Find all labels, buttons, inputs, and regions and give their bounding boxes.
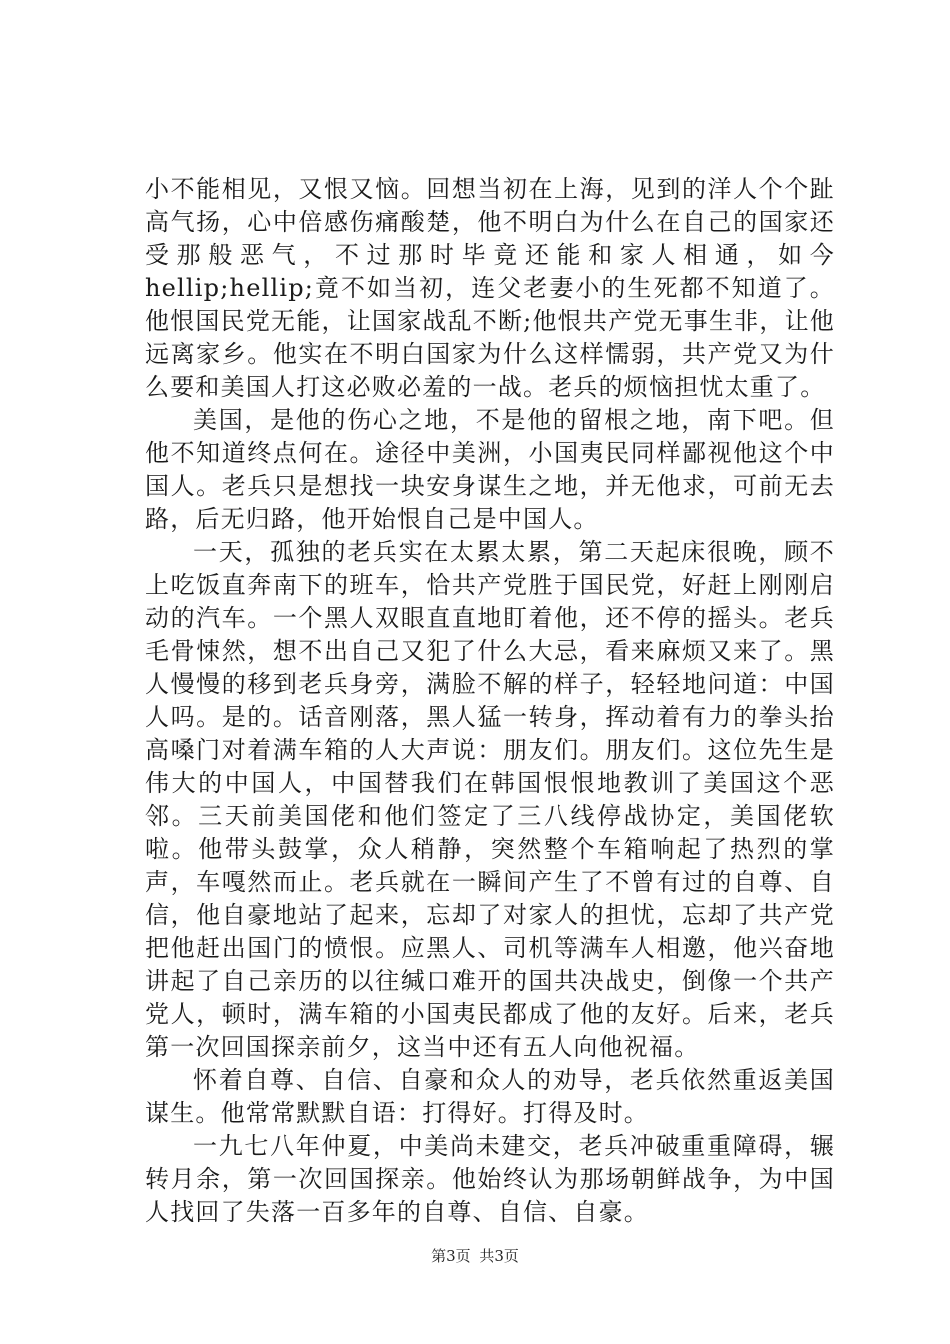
document-body: [145, 173, 835, 1229]
page-number: 第3页: [431, 1247, 471, 1265]
paragraph-5: 一九七八年仲夏，中美尚未建交，老兵冲破重重障碍，辗转月余，第一次回国探亲。他始终认为那场朝鲜战争，为中国人找回了失落一百多年的自尊、自信、自豪。: [145, 1132, 835, 1226]
page-footer: [0, 1245, 950, 1266]
paragraph-2: 美国，是他的伤心之地，不是他的留根之地，南下吧。但他不知道终点何在。途径中美洲，小国夷民同样鄙视他这个中国人。老兵只是想找一块安身谋生之地，并无他求，可前无去路，后无归路，他开始恨自己是中国人。: [145, 406, 835, 533]
page-total: 共3页: [479, 1247, 519, 1265]
paragraph-4: 怀着自尊、自信、自豪和众人的劝导，老兵依然重返美国谋生。他常常默默自语：打得好。打得及时。: [145, 1066, 835, 1127]
paragraph-1: 小不能相见，又恨又恼。回想当初在上海，见到的洋人个个趾高气扬，心中倍感伤痛酸楚，他不明白为什么在自己的国家还受那般恶气，不过那时毕竟还能和家人相通，如今hellip;hellip;竟不如当初，连父老妻小的生死都不知道了。他恨国民党无能，让国家战乱不断;他恨共产党无事生非，让他远离家乡。他实在不明白国家为什么这样懦弱，共产党又为什么要和美国人打这必败必羞的一战。老兵的烦恼担忧太重了。: [145, 175, 835, 401]
paragraph-3: 一天，孤独的老兵实在太累太累，第二天起床很晚，顾不上吃饭直奔南下的班车，恰共产党胜于国民党，好赶上刚刚启动的汽车。一个黑人双眼直直地盯着他，还不停的摇头。老兵毛骨悚然，想不出自己又犯了什么大忌，看来麻烦又来了。黑人慢慢的移到老兵身旁，满脸不解的样子，轻轻地问道：中国人吗。是的。话音刚落，黑人猛一转身，挥动着有力的拳头抬高嗓门对着满车箱的人大声说：朋友们。朋友们。这位先生是伟大的中国人，中国替我们在韩国恨恨地教训了美国这个恶邻。三天前美国佬和他们签定了三八线停战协定，美国佬软啦。他带头鼓掌，众人稍静，突然整个车箱响起了热烈的掌声，车嘎然而止。老兵就在一瞬间产生了不曾有过的自尊、自信，他自豪地站了起来，忘却了对家人的担忧，忘却了共产党把他赶出国门的愤恨。应黑人、司机等满车人相邀，他兴奋地讲起了自己亲历的以往缄口难开的国共决战史，倒像一个共产党人，顿时，满车箱的小国夷民都成了他的友好。后来，老兵第一次回国探亲前夕，这当中还有五人向他祝福。: [145, 538, 835, 1061]
